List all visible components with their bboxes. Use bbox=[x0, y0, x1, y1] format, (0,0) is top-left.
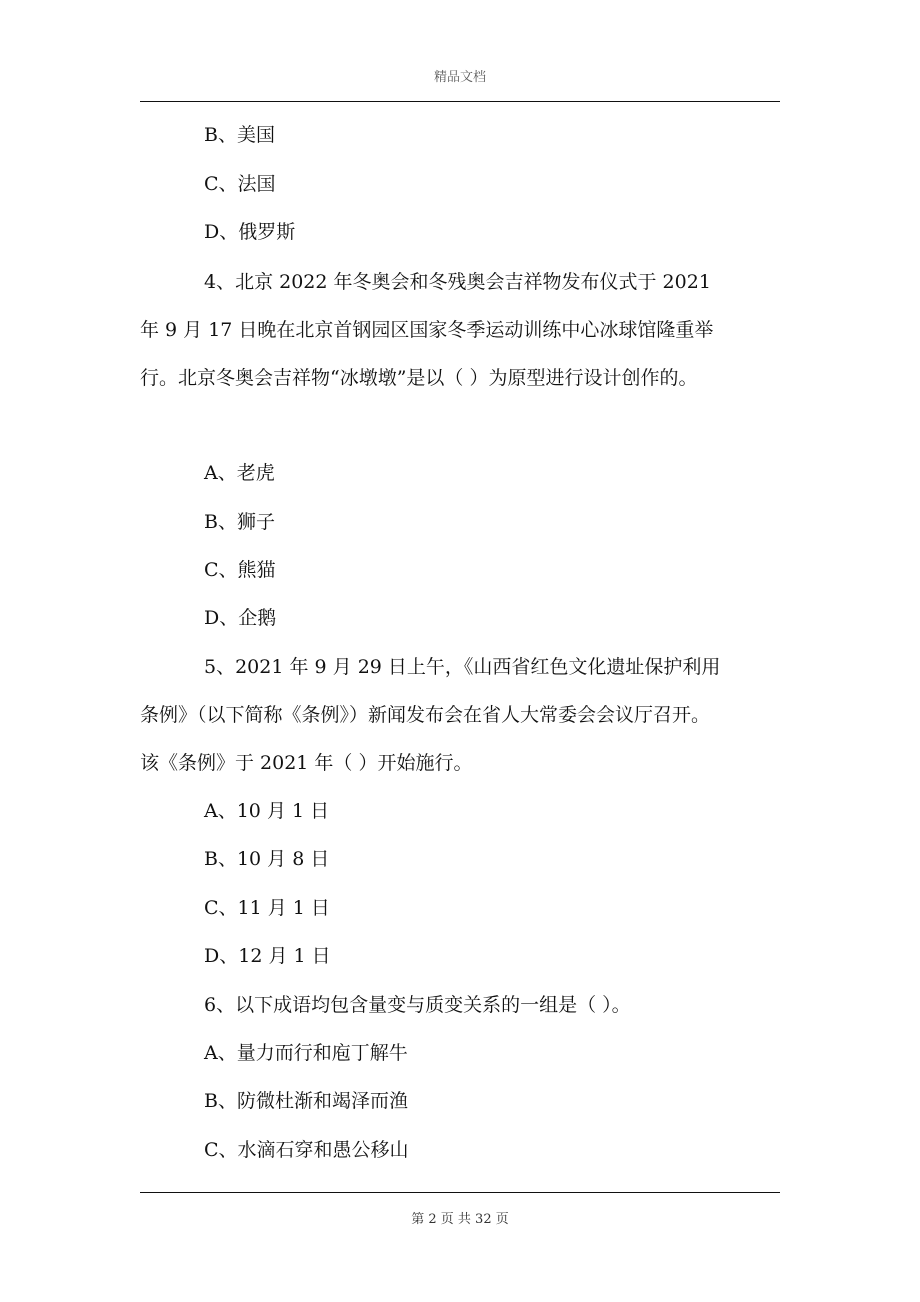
question-line: 年 9 月 17 日晚在北京首钢园区国家冬季运动训练中心冰球馆隆重举 bbox=[140, 319, 714, 341]
option-line: B、防微杜渐和竭泽而渔 bbox=[204, 1090, 408, 1112]
footer-divider bbox=[140, 1192, 780, 1193]
question-line: 条例》（以下简称《条例》）新闻发布会在省人大常委会会议厅召开。 bbox=[140, 704, 711, 726]
question-line: 6、以下成语均包含量变与质变关系的一组是（ ）。 bbox=[204, 994, 631, 1016]
option-line: A、老虎 bbox=[204, 462, 275, 484]
header-divider bbox=[140, 101, 780, 102]
option-line: D、企鹅 bbox=[204, 607, 277, 629]
option-line: A、量力而行和庖丁解牛 bbox=[204, 1042, 408, 1064]
option-line: D、俄罗斯 bbox=[204, 221, 296, 243]
option-line: C、法国 bbox=[204, 173, 276, 195]
option-line: B、10 月 8 日 bbox=[204, 848, 330, 870]
page-number: 第 2 页 共 32 页 bbox=[411, 1212, 509, 1227]
question-line: 5、2021 年 9 月 29 日上午，《山西省红色文化遗址保护利用 bbox=[204, 656, 721, 678]
question-line: 该《条例》于 2021 年（ ）开始施行。 bbox=[140, 752, 473, 774]
option-line: A、10 月 1 日 bbox=[204, 800, 330, 822]
header-title: 精品文档 bbox=[433, 70, 486, 85]
option-line: D、12 月 1 日 bbox=[204, 945, 331, 967]
option-line: B、美国 bbox=[204, 124, 275, 146]
option-line: B、狮子 bbox=[204, 511, 275, 533]
question-line: 4、北京 2022 年冬奥会和冬残奥会吉祥物发布仪式于 2021 bbox=[204, 271, 711, 293]
option-line: C、11 月 1 日 bbox=[204, 897, 330, 919]
question-line: 行。北京冬奥会吉祥物“冰墩墩”是以（ ）为原型进行设计创作的。 bbox=[140, 367, 698, 389]
option-line: C、熊猫 bbox=[204, 559, 276, 581]
option-line: C、水滴石穿和愚公移山 bbox=[204, 1139, 409, 1161]
